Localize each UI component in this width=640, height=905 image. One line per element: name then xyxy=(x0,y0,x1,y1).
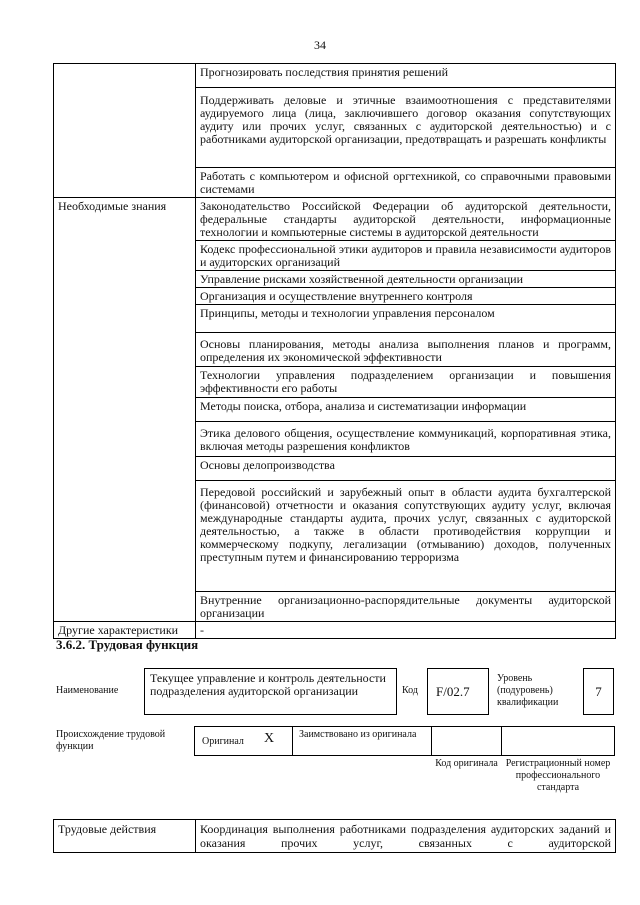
original-label: Оригинал xyxy=(202,736,244,747)
knowledge-item: Внутренние организационно-распорядительные документы аудиторской организации xyxy=(196,592,616,622)
section-title: 3.6.2. Трудовая функция xyxy=(56,637,199,652)
table-row xyxy=(54,820,616,853)
competency-table xyxy=(53,63,616,639)
knowledge-item: Технологии управления подразделением организации и повышения эффективности его работы xyxy=(196,367,616,398)
name-label: Наименование xyxy=(56,685,119,696)
function-code-box: F/02.7 xyxy=(427,668,489,715)
registration-number-cell xyxy=(501,726,615,756)
knowledge-item: Передовой российский и зарубежный опыт в области аудита бухгалтерской (финансовой) отчетности и оказания сопутствующих аудиту услуг, включая международные стандарты аудита, прочих услуг, связанных с аудиторской деятельностью, а также в области противодействия коррупции и коммерческому подкупу, легализации (отмыванию) доходов, полученных преступным путем и финансированию терроризма xyxy=(196,481,616,592)
knowledge-item: Организация и осуществление внутреннего контроля xyxy=(196,288,616,305)
knowledge-item: Управление рисками хозяйственной деятельности организации xyxy=(196,271,616,288)
origin-label: Происхождение трудовой функции xyxy=(56,729,166,752)
knowledge-item: Основы делопроизводства xyxy=(196,457,616,481)
function-name-box: Текущее управление и контроль деятельности подразделения аудиторской организации xyxy=(144,668,397,715)
table-row xyxy=(54,64,616,88)
table-row xyxy=(54,198,616,241)
original-code-cell xyxy=(431,726,502,756)
actions-label: Трудовые действия xyxy=(54,820,196,853)
level-label: Уровень (подуровень) квалификации xyxy=(497,673,559,708)
knowledge-item: Методы поиска, отбора, анализа и систематизации информации xyxy=(196,398,616,422)
knowledge-item: Этика делового общения, осуществление коммуникаций, корпоративная этика, включая методы разрешения конфликтов xyxy=(196,422,616,457)
other-label: Другие характеристики xyxy=(54,622,196,639)
knowledge-item: Законодательство Российской Федерации об аудиторской деятельности, федеральные стандарты аудиторской деятельности, информационные технологии и компьютерные системы в аудиторской деятельности xyxy=(196,198,616,241)
skills-label-cell xyxy=(54,64,196,198)
code-caption: Код оригинала xyxy=(435,758,498,769)
level-box: 7 xyxy=(583,668,614,715)
other-value: - xyxy=(196,622,616,639)
knowledge-label: Необходимые знания xyxy=(54,198,196,622)
code-label: Код xyxy=(402,685,418,696)
knowledge-item: Основы планирования, методы анализа выполнения планов и программ, определения их экономической эффективности xyxy=(196,333,616,367)
table-row xyxy=(54,622,616,639)
skill-item: Поддерживать деловые и этичные взаимоотношения с представителями аудируемого лица (лица, заключившего договор оказания сопутствующих аудиту или прочих услуг, связанных с аудиторской деятельностью) и с работниками аудиторской организации, предотвращать и разрешать конфликты xyxy=(196,88,616,168)
knowledge-item: Кодекс профессиональной этики аудиторов и правила независимости аудиторов и аудиторских организаций xyxy=(196,241,616,271)
origin-original-cell xyxy=(194,726,293,756)
original-mark: X xyxy=(264,731,275,746)
knowledge-item: Принципы, методы и технологии управления персоналом xyxy=(196,305,616,333)
origin-borrowed-cell xyxy=(292,726,432,756)
page-number: 34 xyxy=(314,38,326,52)
actions-table xyxy=(53,819,616,853)
skill-item: Прогнозировать последствия принятия решений xyxy=(196,64,616,88)
actions-item: Координация выполнения работниками подразделения аудиторских заданий и оказания прочих услуг, связанных с аудиторской xyxy=(196,820,616,853)
registration-caption: Регистрационный номер профессионального стандарта xyxy=(505,758,611,793)
skill-item: Работать с компьютером и офисной оргтехникой, со справочными правовыми системами xyxy=(196,168,616,198)
borrowed-label: Заимствовано из оригинала xyxy=(299,729,417,740)
